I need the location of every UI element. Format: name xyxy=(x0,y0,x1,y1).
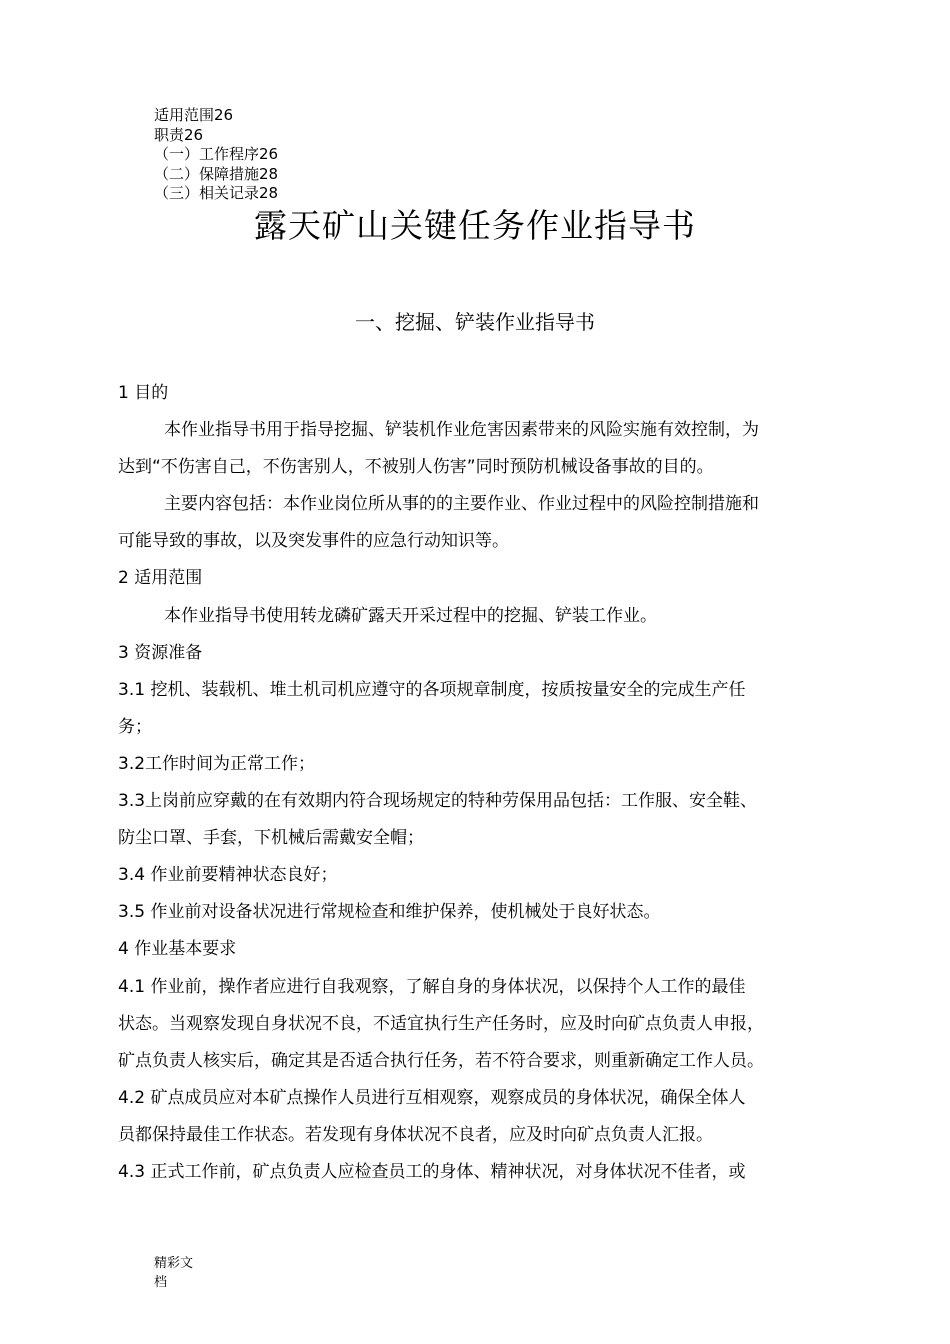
body-line: 2 适用范围 xyxy=(118,568,203,589)
section-title: 一、挖掘、铲装作业指导书 xyxy=(355,310,595,334)
body-line: 达到“不伤害自己，不伤害别人，不被别人伤害”同时预防机械设备事故的目的。 xyxy=(118,457,714,478)
table-of-contents xyxy=(154,106,278,204)
body-line: 3 资源准备 xyxy=(118,642,203,663)
toc-entry[interactable]: （三）相关记录28 xyxy=(154,184,279,202)
body-line: 本作业指导书用于指导挖掘、铲装机作业危害因素带来的风险实施有效控制，为 xyxy=(164,420,759,441)
body-line: 可能导致的事故，以及突发事件的应急行动知识等。 xyxy=(118,531,509,552)
body-line: 3.4 作业前要精神状态良好； xyxy=(118,865,338,886)
body-line: 1 目的 xyxy=(118,383,169,403)
body-line: 务； xyxy=(118,716,152,737)
toc-entry[interactable]: 适用范围26 xyxy=(154,106,234,124)
body-line: 3.3上岗前应穿戴的在有效期内符合现场规定的特种劳保用品包括：工作服、安全鞋、 xyxy=(118,791,758,812)
body-line: 员都保持最佳工作状态。若发现有身体状况不良者，应及时向矿点负责人汇报。 xyxy=(118,1124,713,1145)
body-line: 3.1 挖机、装载机、堆土机司机应遵守的各项规章制度，按质按量安全的完成生产任 xyxy=(118,679,746,700)
body-line: 3.2工作时间为正常工作； xyxy=(118,753,316,774)
body-line: 本作业指导书使用转龙磷矿露天开采过程中的挖掘、铲装工作业。 xyxy=(164,605,657,626)
toc-entry[interactable]: （二）保障措施28 xyxy=(154,164,279,183)
body-line: 4.3 正式工作前，矿点负责人应检查员工的身体、精神状况，对身体状况不佳者，或 xyxy=(118,1161,746,1182)
body-line: 4 作业基本要求 xyxy=(118,939,237,960)
toc-entry[interactable]: （一）工作程序26 xyxy=(154,145,279,163)
toc-entry[interactable]: 职责26 xyxy=(154,125,204,144)
body-line: 4.1 作业前，操作者应进行自我观察，了解自身的身体状况，以保持个人工作的最佳 xyxy=(118,976,746,997)
body-line: 4.2 矿点成员应对本矿点操作人员进行互相观察，观察成员的身体状况，确保全体人 xyxy=(118,1087,746,1108)
body-line: 防尘口罩、手套，下机械后需戴安全帽； xyxy=(118,828,424,849)
document-title: 露天矿山关键任务作业指导书 xyxy=(254,206,696,245)
body-line: 主要内容包括：本作业岗位所从事的的主要作业、作业过程中的风险控制措施和 xyxy=(164,494,759,515)
body-line: 3.5 作业前对设备状况进行常规检查和维护保养，使机械处于良好状态。 xyxy=(118,902,661,923)
document-body xyxy=(118,375,842,1191)
body-line: 矿点负责人核实后，确定其是否适合执行任务，若不符合要求，则重新确定工作人员。 xyxy=(118,1050,764,1071)
body-line: 状态。当观察发现自身状况不良，不适宜执行生产任务时，应及时向矿点负责人申报， xyxy=(118,1013,764,1034)
page-footer: 精彩文档 xyxy=(154,1256,194,1290)
